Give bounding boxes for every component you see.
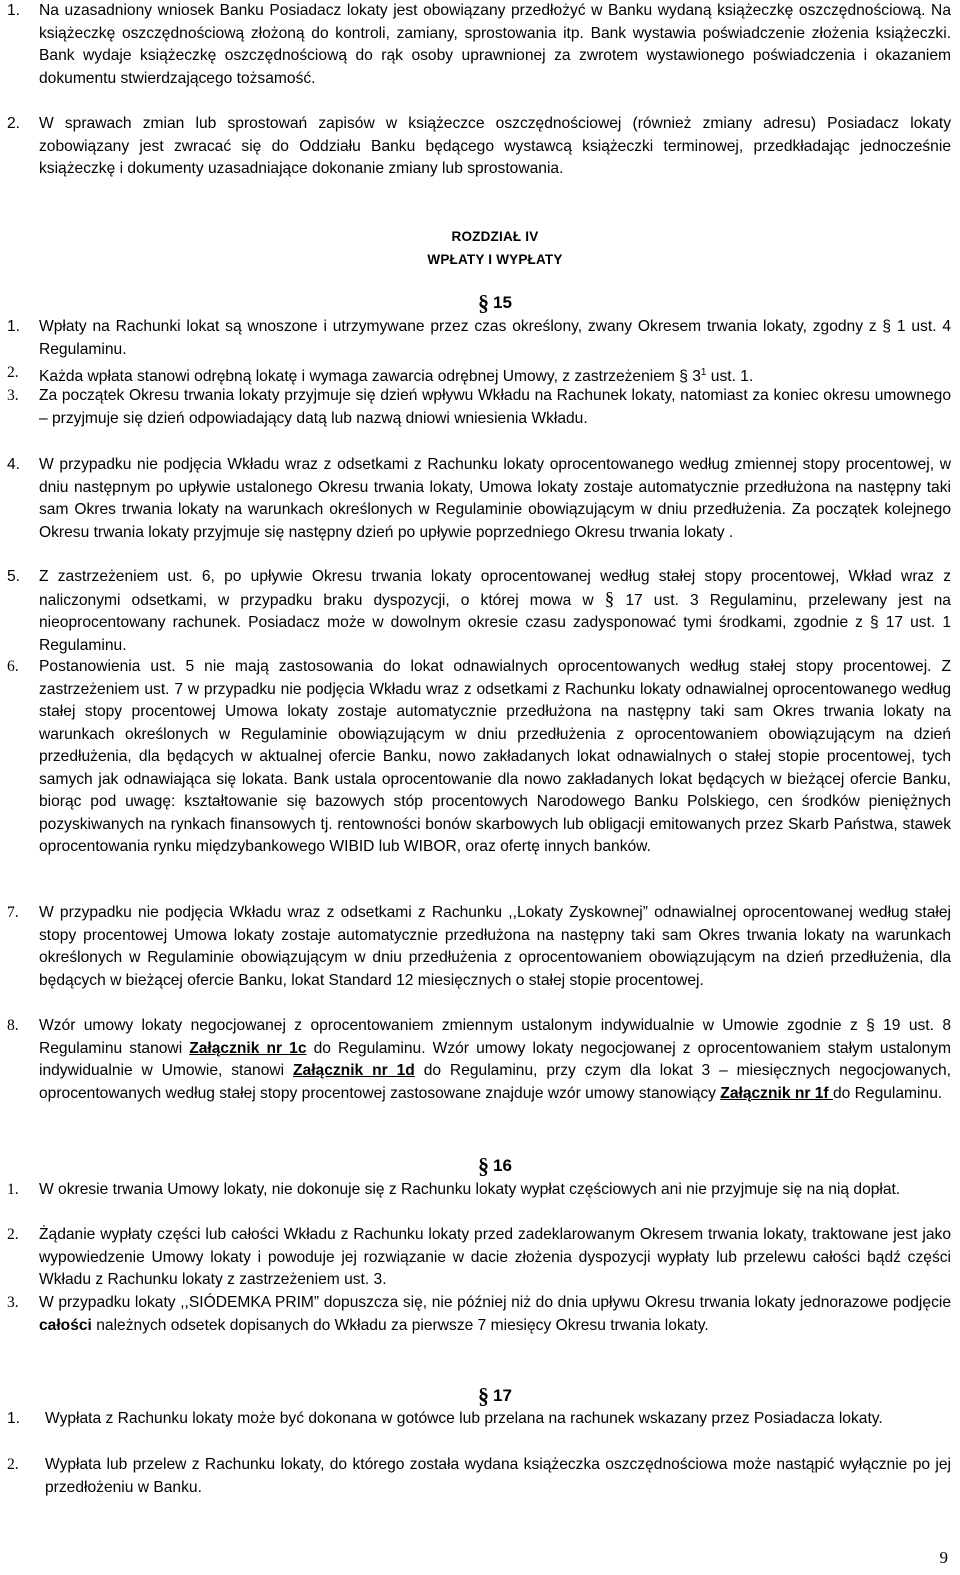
paragraph-text: Żądanie wypłaty części lub całości Wkładu z Rachunku lokaty przed zadeklarowanym Okresem trwania lokaty, traktowane jest jako wypowiedzenie Umowy lokaty i powoduje jej rozwiązanie w dacie złożenia dyspozycji wypłaty lub przelewu całości bądź części Wkładu z Rachunku lokaty z zastrzeżeniem ust. 3. [39,1226,951,1288]
list-number: 2. [7,115,21,132]
list-number: 1. [7,318,21,335]
paragraph-text: Wpłaty na Rachunki lokat są wnoszone i utrzymywane przez czas określony, zwany Okresem trwania lokaty, zgodny z § 1 ust. 4 Regulaminu. [39,318,951,358]
list-number: 3. [7,1294,19,1311]
text-run: 17 ust. 3 Regulaminu, przelewany jest na nieoprocentowany rachunek. Posiadacz może w dowolnym okresie czasu zadysponować tymi środkami, zgodnie z § 17 ust. 1 Regulaminu. [39,591,951,654]
attachment-link-1c[interactable]: Załącznik nr 1c [189,1039,307,1057]
text-run: należnych odsetek dopisanych do Wkładu za pierwsze 7 miesięcy Okresu trwania lokaty. [91,1316,709,1334]
paragraph-text: Za początek Okresu trwania lokaty przyjmuje się dzień wpływu Wkładu na Rachunek lokaty, natomiast za koniec okresu umownego – przyjmuje się dzień odpowiadający datą lub nazwą dniowi wniesienia Wkładu. [39,387,951,427]
section-sign: § [478,290,490,315]
section-sign: § [478,1383,490,1408]
list-number: 8. [7,1017,19,1034]
section-heading-15 [0,292,960,315]
text-run: do Regulaminu. Wzór umowy lokaty negocjowanej z oprocentowaniem stałym ustalonym indywidualnie w Umowie, stanowi [39,1039,951,1079]
section-number: 15 [493,293,512,312]
page-number: 9 [939,1547,948,1567]
section-sign: § [604,588,615,610]
list-number: 1. [7,2,21,19]
section-sign: § [478,1153,490,1178]
section-number: 17 [493,1386,512,1405]
section-heading-16 [0,1155,960,1178]
text-run: ust. 1. [706,368,754,386]
paragraph-text: Na uzasadniony wniosek Banku Posiadacz lokaty jest obowiązany przedłożyć w Banku wydaną książeczkę oszczędnościową. Na książeczkę oszczędnościową złożoną do kontroli, zamiany, sprostowania itp. Bank wystawia poświadczenie złożenia książeczki. Bank wydaje książeczkę oszczędnościową do rąk osoby uprawnionej za zwrotem wystawionego poświadczenia i okazaniem dokumentu stwierdzającego tożsamość. [39,2,951,87]
paragraph-text: W sprawach zmian lub sprostowań zapisów w książeczce oszczędnościowej (również zmiany adresu) Posiadacz lokaty zobowiązany jest zwracać się do Oddziału Banku będącego wystawcą książeczki terminowej, przedkładając jednocześnie książeczkę i dokumenty uzasadniające dokonanie zmiany lub sprostowania. [39,115,951,177]
paragraph-text: W okresie trwania Umowy lokaty, nie dokonuje się z Rachunku lokaty wypłat częściowych ani nie przyjmuje się na nią dopłat. [39,1181,901,1198]
superscript: 1 [700,367,707,378]
text-run: Z zastrzeżeniem ust. 6, po upływie Okresu trwania lokaty oprocentowanej według stałej stopy procentowej, Wkład wraz z naliczonymi odsetkami, w przypadku braku dyspozycji, o której mowa w [39,568,951,609]
text-run: do Regulaminu, przy czym dla lokat 3 – miesięcznych negocjowanych, oprocentowanych według stałej stopy procentowej zastosowane znajduje wzór umowy stanowiący [39,1062,951,1102]
list-number: 2. [7,364,19,381]
paragraph-text: Postanowienia ust. 5 nie mają zastosowania do lokat odnawialnych oprocentowanych według stałej stopy procentowej. Z zastrzeżeniem ust. 7 w przypadku nie podjęcia Wkładu wraz z odsetkami z Rachunku lokaty odnawialnej oprocentowanego według stałej stopy procentowej Umowa lokaty zostaje automatycznie przedłużona na następny taki sam Okres trwania lokaty na warunkach określonych w Regulaminie obowiązującym w dniu przedłużenia z oprocentowaniem obowiązującym na dzień przedłużenia, dla będących w aktualnej ofercie Banku, nowo zakładanych lokat odnawialnych o stałej stopie procentowej, tych samych jak odnawiająca się lokata. Bank ustala oprocentowanie dla nowo zakładanych lokat będących w bieżącej ofercie Banku, biorąc pod uwagę: kształtowanie się bazowych stóp procentowych Narodowego Banku Polskiego, cen środków pieniężnych pozyskiwanych na rynkach finansowych tj. rentowności bonów skarbowych lub obligacji emitowanych przez Skarb Państwa, stawek oprocentowania rynku międzybankowego WIBID lub WIBOR, oraz ofertę innych banków. [39,658,951,855]
text-run: Każda wpłata stanowi odrębną lokatę i wymaga zawarcia odrębnej Umowy, z zastrzeżeniem § 3 [39,368,701,386]
paragraph-text: W przypadku nie podjęcia Wkładu wraz z odsetkami z Rachunku ,,Lokaty Zyskownej” odnawialnej oprocentowanej według stałej stopy procentowej Umowa lokaty zostaje automatycznie przedłużona na następny taki sam Okres trwania lokaty na warunkach określonych w Regulaminie obowiązującym w dniu przedłużenia z oprocentowaniem obowiązującym na dzień przedłużenia, dla będących w bieżącej ofercie Banku, lokat Standard 12 miesięcznych o stałej stopie procentowej. [39,904,951,989]
list-number: 6. [7,658,19,675]
paragraph-text: Wypłata lub przelew z Rachunku lokaty, do którego została wydana książeczka oszczędnościowa może nastąpić wyłącznie po jej przedłożeniu w Banku. [45,1456,951,1496]
list-number: 5. [7,568,21,585]
paragraph-text: Wypłata z Rachunku lokaty może być dokonana w gotówce lub przelana na rachunek wskazany przez Posiadacza lokaty. [45,1410,883,1427]
section-number: 16 [493,1156,512,1175]
text-run: do Regulaminu. [832,1084,943,1102]
list-number: 2. [7,1226,19,1243]
list-number: 3. [7,387,19,404]
chapter-subtitle: WPŁATY I WYPŁATY [427,252,563,267]
text-run: W przypadku lokaty ,,SIÓDEMKA PRIM” dopuszcza się, nie później niż do dnia upływu Okresu trwania lokaty jednorazowe podjęcie [39,1294,951,1311]
bold-text: całości [39,1316,92,1334]
list-number: 7. [7,904,19,921]
text-run: Wzór umowy lokaty negocjowanej z oprocentowaniem zmiennym ustalonym indywidualnie w Umowie zgodnie z § 19 ust. 8 Regulaminu stanowi [39,1017,951,1057]
section-heading-17 [0,1385,960,1408]
paragraph-text [39,566,951,657]
paragraph-text [39,1292,951,1337]
list-number: 4. [7,456,21,473]
attachment-link-1f[interactable]: Załącznik nr 1f [720,1084,833,1102]
list-number: 1. [7,1181,19,1198]
list-number: 1. [7,1410,21,1427]
list-number: 2. [7,1456,19,1473]
paragraph-text: W przypadku nie podjęcia Wkładu wraz z odsetkami z Rachunku lokaty oprocentowanego według zmiennej stopy procentowej, w dniu następnym po upływie ustalonego Okresu trwania lokaty, Umowa lokaty zostaje automatycznie przedłużona na następny taki sam Okres trwania lokaty na warunkach określonych w Regulaminie obowiązującym w dniu przedłużenia. Za początek kolejnego Okresu trwania lokaty przyjmuje się następny dzień po upływie poprzedniego Okresu trwania lokaty . [39,456,951,541]
chapter-title: ROZDZIAŁ IV [451,229,539,244]
paragraph-text [39,1015,951,1105]
attachment-link-1d[interactable]: Załącznik nr 1d [293,1062,415,1079]
